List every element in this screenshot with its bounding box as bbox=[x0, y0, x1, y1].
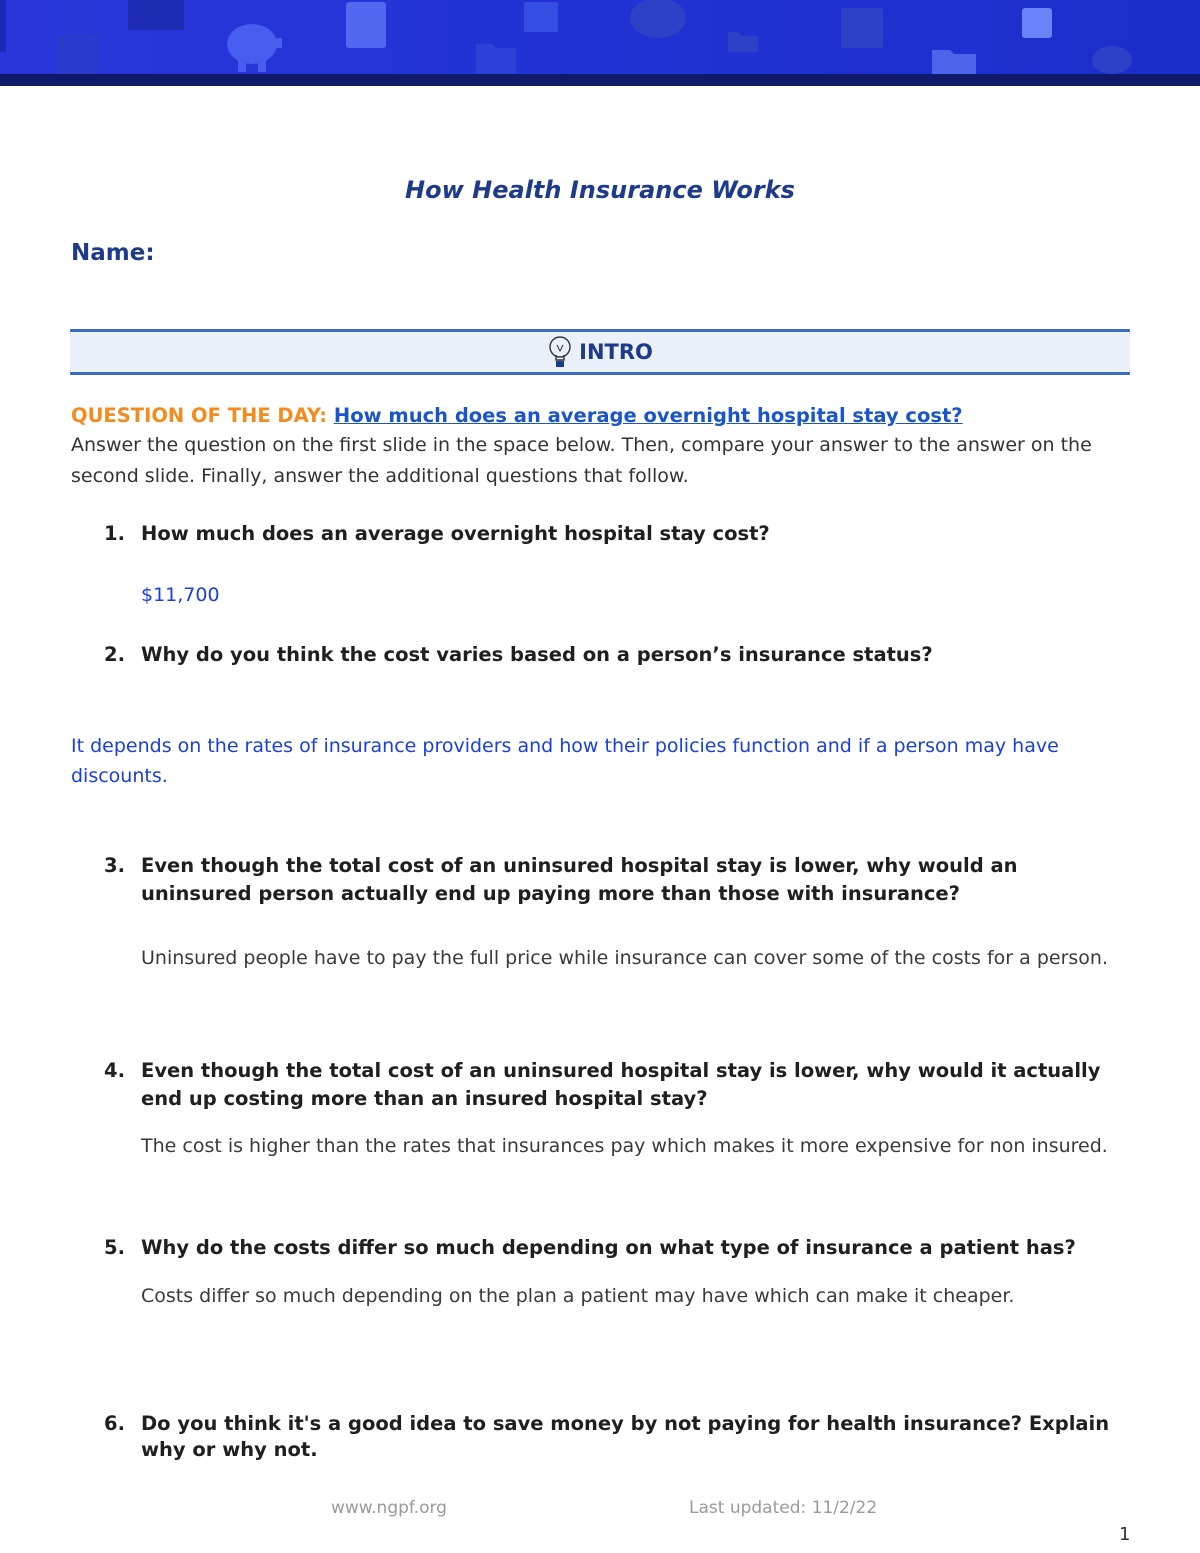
document-title: How Health Insurance Works bbox=[405, 176, 795, 204]
question-6 bbox=[104, 1411, 1134, 1463]
banner-pattern bbox=[0, 0, 1200, 74]
question-of-the-day bbox=[71, 404, 963, 427]
answer-2: It depends on the rates of insurance providers and how their policies function and if a person may have discounts. bbox=[71, 735, 1059, 787]
qotd-link[interactable]: How much does an average overnight hospital stay cost? bbox=[333, 404, 963, 427]
answer-4: The cost is higher than the rates that insurances pay which makes it more expensive for non insured. bbox=[141, 1135, 1108, 1157]
question-text: Do you think it's a good idea to save money by not paying for health insurance? Explain why or why not. bbox=[141, 1412, 1110, 1461]
intro-section-header bbox=[70, 329, 1130, 375]
piggy-bank-icon bbox=[1092, 46, 1132, 74]
answer-1: $11,700 bbox=[141, 584, 220, 606]
footer-url[interactable]: www.ngpf.org bbox=[331, 1498, 447, 1518]
folder-icon bbox=[728, 32, 758, 52]
question-number: 3. bbox=[104, 854, 125, 877]
folder-icon bbox=[932, 50, 976, 74]
footer-last-updated: Last updated: 11/2/22 bbox=[689, 1498, 878, 1518]
header-banner bbox=[0, 0, 1200, 74]
question-1 bbox=[104, 520, 1134, 548]
answer-3: Uninsured people have to pay the full price while insurance can cover some of the costs for a person. bbox=[141, 947, 1109, 969]
calculator-icon bbox=[524, 2, 558, 32]
document-icon bbox=[346, 2, 386, 48]
question-text: Even though the total cost of an uninsured hospital stay is lower, why would it actually end up costing more than an insured hospital stay? bbox=[141, 1059, 1101, 1110]
question-text: Why do the costs differ so much depending on what type of insurance a patient has? bbox=[141, 1236, 1076, 1259]
question-3 bbox=[104, 852, 1134, 908]
name-label: Name: bbox=[71, 240, 155, 266]
question-4 bbox=[104, 1057, 1134, 1113]
question-5 bbox=[104, 1234, 1134, 1262]
question-text: Why do you think the cost varies based on a person’s insurance status? bbox=[141, 643, 933, 666]
question-number: 2. bbox=[104, 643, 125, 666]
piggy-bank-icon bbox=[630, 0, 686, 38]
question-text: Even though the total cost of an uninsured hospital stay is lower, why would an uninsured person actually end up paying more than those with insurance? bbox=[141, 854, 1018, 905]
lightbulb-icon bbox=[547, 335, 573, 369]
question-number: 5. bbox=[104, 1236, 125, 1259]
banner-underline bbox=[0, 74, 1200, 86]
page-number: 1 bbox=[1119, 1524, 1131, 1545]
question-number: 6. bbox=[104, 1412, 125, 1435]
folder-icon bbox=[476, 44, 516, 74]
intro-instructions: Answer the question on the first slide in the space below. Then, compare your answer to the answer on the second slide. Finally, answer the additional questions that follow. bbox=[71, 434, 1092, 487]
question-2 bbox=[104, 641, 1134, 669]
intro-label: INTRO bbox=[579, 340, 653, 364]
calculator-icon bbox=[841, 8, 883, 48]
qotd-label: QUESTION OF THE DAY: bbox=[71, 404, 328, 427]
calculator-icon bbox=[1022, 8, 1052, 38]
question-number: 4. bbox=[104, 1059, 125, 1082]
answer-5: Costs differ so much depending on the plan a patient may have which can make it cheaper. bbox=[141, 1285, 1015, 1307]
question-text: How much does an average overnight hospital stay cost? bbox=[141, 522, 770, 545]
piggy-bank-icon bbox=[227, 24, 282, 72]
question-number: 1. bbox=[104, 522, 125, 545]
